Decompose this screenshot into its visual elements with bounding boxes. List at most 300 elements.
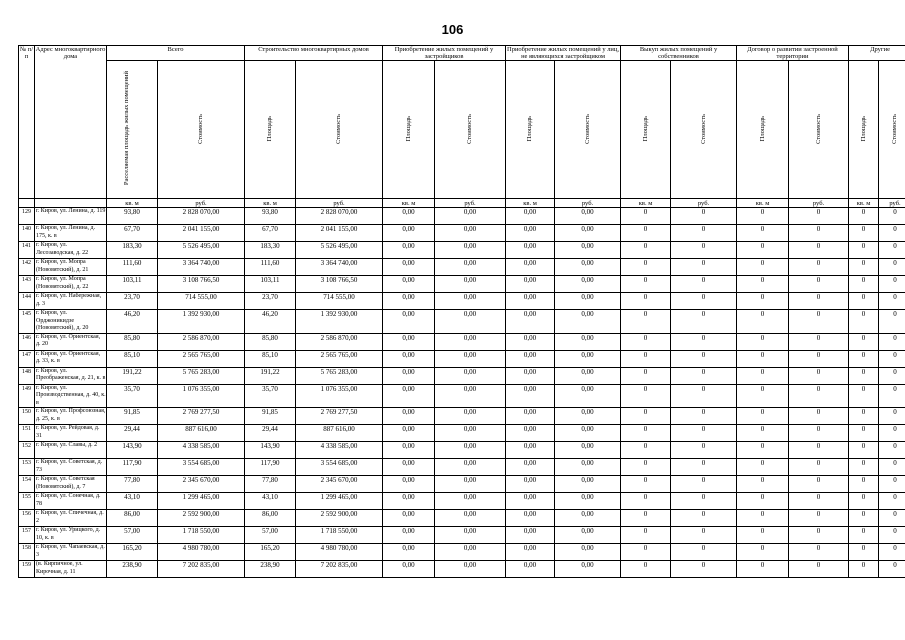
row-address: г. Киров, ул. Ориентская, д. 33, к. в	[35, 350, 107, 367]
row-value: 714 555,00	[296, 293, 383, 310]
row-value: 0	[849, 476, 879, 493]
row-value: 0,00	[383, 493, 435, 510]
sub-header-cell	[621, 61, 671, 199]
row-value: 0	[671, 425, 737, 442]
row-value: 0,00	[506, 476, 555, 493]
group-header-construction: Строительство многоквартирных домов	[245, 46, 383, 61]
row-value: 4 980 780,00	[158, 544, 245, 561]
row-value: 0	[671, 242, 737, 259]
row-value: 0,00	[555, 527, 621, 544]
row-value: 1 392 930,00	[158, 310, 245, 334]
table-row	[19, 493, 905, 510]
row-value: 0	[879, 384, 905, 408]
row-value: 2 586 870,00	[296, 333, 383, 350]
row-value: 0,00	[555, 259, 621, 276]
sub-header-cell	[555, 61, 621, 199]
row-number: 149	[19, 384, 35, 408]
row-value: 0	[621, 384, 671, 408]
row-value: 2 769 277,50	[158, 408, 245, 425]
row-value: 0,00	[506, 425, 555, 442]
sub-header-cost: Стоимость	[197, 113, 205, 144]
row-value: 0	[789, 442, 849, 459]
row-number: 142	[19, 259, 35, 276]
row-value: 0	[737, 442, 789, 459]
row-value: 0	[849, 310, 879, 334]
row-value: 0	[621, 293, 671, 310]
sub-header-area: Площадь	[641, 115, 649, 142]
row-value: 0	[737, 310, 789, 334]
row-value: 0	[671, 225, 737, 242]
row-value: 46,20	[245, 310, 296, 334]
row-value: 0	[621, 425, 671, 442]
row-value: 0,00	[383, 510, 435, 527]
row-number: 154	[19, 476, 35, 493]
row-value: 0	[849, 442, 879, 459]
row-value: 0,00	[555, 476, 621, 493]
row-value: 0,00	[383, 276, 435, 293]
row-value: 0,00	[435, 350, 506, 367]
unit-cell-empty	[35, 199, 107, 208]
group-header-non-developer: Приобретение жилых помещений у лиц, не являющихся застройщиком	[507, 46, 620, 60]
row-address: г. Киров, ул. Мопра (Нововятский), д. 22	[35, 276, 107, 293]
row-value: 7 202 835,00	[296, 561, 383, 578]
row-value: 0	[789, 208, 849, 225]
row-value: 0,00	[506, 333, 555, 350]
row-value: 0	[849, 225, 879, 242]
row-value: 0,00	[506, 350, 555, 367]
row-value: 0,00	[506, 408, 555, 425]
units-row	[19, 199, 905, 208]
row-value: 0	[671, 259, 737, 276]
row-value: 29,44	[107, 425, 158, 442]
sub-header-cell	[879, 61, 905, 199]
sub-header-cell	[737, 61, 789, 199]
unit-area: кв. м	[245, 199, 296, 208]
row-value: 1 299 465,00	[158, 493, 245, 510]
row-value: 0	[849, 561, 879, 578]
row-value: 77,80	[107, 476, 158, 493]
row-number: 157	[19, 527, 35, 544]
row-value: 23,70	[245, 293, 296, 310]
row-value: 0	[789, 333, 849, 350]
row-value: 0,00	[506, 208, 555, 225]
row-value: 2 565 765,00	[158, 350, 245, 367]
sub-header-area: Площадь	[758, 115, 766, 142]
row-value: 29,44	[245, 425, 296, 442]
row-value: 0,00	[435, 367, 506, 384]
row-value: 0	[737, 208, 789, 225]
sub-header-cell	[671, 61, 737, 199]
row-value: 1 299 465,00	[296, 493, 383, 510]
row-value: 0	[789, 293, 849, 310]
row-value: 0	[621, 476, 671, 493]
row-value: 0,00	[383, 425, 435, 442]
row-value: 0,00	[435, 425, 506, 442]
row-value: 0	[879, 367, 905, 384]
row-value: 0	[789, 476, 849, 493]
row-value: 4 980 780,00	[296, 544, 383, 561]
row-address: г. Киров, ул. Славы, д. 2	[35, 442, 107, 459]
row-value: 35,70	[245, 384, 296, 408]
row-value: 0,00	[555, 459, 621, 476]
table-row	[19, 384, 905, 408]
row-value: 0,00	[383, 259, 435, 276]
row-value: 0	[621, 442, 671, 459]
row-value: 2 769 277,50	[296, 408, 383, 425]
row-number: 129	[19, 208, 35, 225]
sub-header-cost: Стоимость	[335, 113, 343, 144]
row-value: 0,00	[435, 208, 506, 225]
row-value: 0,00	[555, 333, 621, 350]
row-value: 0	[621, 276, 671, 293]
sub-header-resettled-area: Расселяемая площадь жилых помещений	[123, 71, 130, 186]
unit-area: кв. м	[737, 199, 789, 208]
row-value: 0	[789, 350, 849, 367]
row-value: 0	[879, 442, 905, 459]
row-value: 0	[621, 561, 671, 578]
row-value: 0,00	[555, 276, 621, 293]
row-value: 0	[621, 367, 671, 384]
row-value: 103,11	[107, 276, 158, 293]
row-value: 0,00	[555, 544, 621, 561]
row-address: г. Киров, ул. Ленина, д. 175, к. в	[35, 225, 107, 242]
row-value: 0,00	[435, 493, 506, 510]
row-value: 2 041 155,00	[296, 225, 383, 242]
row-address: г. Киров, ул. Производственная, д. 40, к. в	[36, 384, 106, 406]
row-value: 0	[789, 259, 849, 276]
row-value: 0	[671, 208, 737, 225]
row-value: 0	[621, 259, 671, 276]
row-number: 151	[19, 425, 35, 442]
row-value: 1 076 355,00	[158, 384, 245, 408]
row-value: 0,00	[555, 293, 621, 310]
sub-header-cell	[789, 61, 849, 199]
row-value: 0	[789, 276, 849, 293]
row-value: 238,90	[107, 561, 158, 578]
row-value: 0,00	[435, 476, 506, 493]
row-value: 77,80	[245, 476, 296, 493]
row-value: 0	[879, 561, 905, 578]
row-number: 146	[19, 333, 35, 350]
row-value: 0	[621, 493, 671, 510]
row-value: 143,90	[245, 442, 296, 459]
row-value: 165,20	[107, 544, 158, 561]
row-value: 0,00	[506, 527, 555, 544]
resettlement-table	[18, 45, 905, 578]
row-address: г. Киров, ул. Преображенская, д. 21, к. в	[35, 367, 107, 384]
row-value: 0,00	[555, 350, 621, 367]
row-value: 0,00	[555, 225, 621, 242]
table-row	[19, 350, 905, 367]
header-sub-row	[19, 61, 905, 199]
row-value: 0,00	[506, 561, 555, 578]
row-value: 0	[737, 384, 789, 408]
row-value: 0	[671, 333, 737, 350]
row-value: 0,00	[435, 510, 506, 527]
row-number: 140	[19, 225, 35, 242]
unit-cost: руб.	[789, 199, 849, 208]
row-value: 887 616,00	[296, 425, 383, 442]
header-groups-row	[19, 46, 905, 61]
row-value: 0,00	[435, 442, 506, 459]
row-value: 0	[849, 367, 879, 384]
row-number: 155	[19, 493, 35, 510]
row-value: 0	[849, 350, 879, 367]
row-value: 0,00	[555, 493, 621, 510]
row-value: 86,00	[245, 510, 296, 527]
row-value: 0,00	[506, 384, 555, 408]
row-value: 0	[621, 225, 671, 242]
row-value: 0	[671, 527, 737, 544]
sub-header-area: Площадь	[404, 115, 412, 142]
row-value: 111,60	[245, 259, 296, 276]
row-value: 0	[671, 367, 737, 384]
row-value: 0,00	[435, 544, 506, 561]
row-value: 1 076 355,00	[296, 384, 383, 408]
row-address: г. Киров, ул. Профсоюзная, д. 25, к. в	[35, 408, 107, 425]
row-value: 2 345 670,00	[158, 476, 245, 493]
row-value: 0	[849, 527, 879, 544]
row-value: 238,90	[245, 561, 296, 578]
row-value: 0	[671, 310, 737, 334]
row-address: г. Киров, ул. Орджоникидзе (Нововятский), д. 20	[35, 310, 107, 334]
sub-header-cell	[383, 61, 435, 199]
row-value: 714 555,00	[158, 293, 245, 310]
table-row	[19, 225, 905, 242]
row-value: 2 828 070,00	[296, 208, 383, 225]
table-row	[19, 561, 905, 578]
row-number: 147	[19, 350, 35, 367]
row-value: 0,00	[383, 384, 435, 408]
row-value: 0,00	[555, 510, 621, 527]
table-row	[19, 476, 905, 493]
row-value: 3 108 766,50	[296, 276, 383, 293]
row-value: 0	[737, 333, 789, 350]
row-value: 0	[849, 208, 879, 225]
row-value: 0	[737, 544, 789, 561]
row-value: 0,00	[435, 259, 506, 276]
row-value: 0	[789, 493, 849, 510]
unit-area: кв. м	[621, 199, 671, 208]
row-value: 111,60	[107, 259, 158, 276]
unit-area: кв. м	[383, 199, 435, 208]
row-value: 0	[671, 442, 737, 459]
row-value: 0	[621, 408, 671, 425]
row-value: 0,00	[506, 276, 555, 293]
address-header: Адрес многоквартирного дома	[35, 46, 107, 199]
row-value: 0,00	[555, 442, 621, 459]
table-row	[19, 208, 905, 225]
group-header-development: Договор о развитии застроенной территории	[737, 46, 849, 61]
row-value: 0,00	[435, 527, 506, 544]
row-value: 85,10	[245, 350, 296, 367]
row-value: 3 554 685,00	[296, 459, 383, 476]
row-value: 1 718 550,00	[158, 527, 245, 544]
row-value: 91,85	[107, 408, 158, 425]
row-value: 0	[849, 408, 879, 425]
row-value: 0	[879, 350, 905, 367]
row-value: 0,00	[506, 459, 555, 476]
row-value: 165,20	[245, 544, 296, 561]
row-value: 0	[879, 493, 905, 510]
sub-header-cost: Стоимость	[466, 113, 474, 144]
row-address: г. Киров, ул. Спичечная, д. 2	[35, 510, 107, 527]
row-value: 0,00	[506, 493, 555, 510]
row-value: 5 765 283,00	[296, 367, 383, 384]
row-value: 0	[849, 276, 879, 293]
row-value: 0,00	[383, 293, 435, 310]
num-header: № п/п	[19, 46, 35, 199]
row-value: 0,00	[383, 208, 435, 225]
row-value: 2 592 900,00	[158, 510, 245, 527]
row-number: 152	[19, 442, 35, 459]
row-value: 7 202 835,00	[158, 561, 245, 578]
row-value: 5 526 495,00	[158, 242, 245, 259]
sub-header-area: Площадь	[266, 115, 274, 142]
row-value: 3 364 740,00	[158, 259, 245, 276]
row-number: 158	[19, 544, 35, 561]
row-value: 93,80	[245, 208, 296, 225]
row-value: 0	[671, 476, 737, 493]
row-value: 0	[849, 459, 879, 476]
row-number: 143	[19, 276, 35, 293]
row-value: 85,10	[107, 350, 158, 367]
table-row	[19, 459, 905, 476]
row-value: 3 108 766,50	[158, 276, 245, 293]
row-number: 148	[19, 367, 35, 384]
row-address: г. Киров, ул. Мопра (Нововятский), д. 21	[35, 259, 107, 276]
row-value: 0,00	[555, 208, 621, 225]
table-row	[19, 310, 905, 334]
row-value: 143,90	[107, 442, 158, 459]
row-address: г. Киров, ул. Советская (Нововятский), д. 7	[35, 476, 107, 493]
row-value: 0	[849, 493, 879, 510]
table-row	[19, 544, 905, 561]
table-row	[19, 510, 905, 527]
row-address: г. Киров, ул. Сонечная, д. 78	[35, 493, 107, 510]
row-value: 57,00	[107, 527, 158, 544]
unit-area: кв. м	[107, 199, 158, 208]
unit-area: кв. м	[506, 199, 555, 208]
row-address: г. Киров, ул. Ориентская, д. 20	[35, 333, 107, 350]
unit-cost: руб.	[671, 199, 737, 208]
sub-header-cell	[849, 61, 879, 199]
row-value: 0,00	[383, 367, 435, 384]
row-value: 0	[737, 527, 789, 544]
row-value: 43,10	[107, 493, 158, 510]
row-number: 150	[19, 408, 35, 425]
unit-cost: руб.	[879, 199, 905, 208]
row-value: 0,00	[555, 561, 621, 578]
row-value: 86,00	[107, 510, 158, 527]
row-value: 0	[671, 293, 737, 310]
row-value: 0	[737, 242, 789, 259]
row-value: 93,80	[107, 208, 158, 225]
row-value: 1 718 550,00	[296, 527, 383, 544]
group-header-other: Другие	[849, 46, 905, 61]
row-value: 0,00	[435, 242, 506, 259]
row-value: 0,00	[383, 544, 435, 561]
row-value: 0	[879, 310, 905, 334]
row-value: 0,00	[383, 561, 435, 578]
row-value: 85,80	[107, 333, 158, 350]
group-header-buyout: Выкуп жилых помещений у собственников	[621, 46, 737, 61]
row-value: 0	[671, 350, 737, 367]
page-number: 106	[441, 22, 464, 37]
row-value: 0	[621, 459, 671, 476]
row-value: 0	[879, 293, 905, 310]
row-value: 0	[737, 510, 789, 527]
row-value: 0	[849, 333, 879, 350]
row-value: 4 338 585,00	[158, 442, 245, 459]
row-value: 3 364 740,00	[296, 259, 383, 276]
sub-header-cell	[506, 61, 555, 199]
row-value: 0,00	[506, 225, 555, 242]
row-value: 0,00	[435, 459, 506, 476]
row-value: 183,30	[245, 242, 296, 259]
row-address: г. Киров, ул. Лесозаводская, д. 22	[35, 242, 107, 259]
row-value: 887 616,00	[158, 425, 245, 442]
row-value: 183,30	[107, 242, 158, 259]
sub-header-area: Площадь	[859, 115, 867, 142]
row-value: 5 526 495,00	[296, 242, 383, 259]
row-value: 0,00	[506, 544, 555, 561]
sub-header-cost: Стоимость	[814, 113, 822, 144]
row-value: 85,80	[245, 333, 296, 350]
row-value: 0	[849, 544, 879, 561]
row-value: 0	[789, 225, 849, 242]
row-value: 0	[789, 242, 849, 259]
row-value: 0	[671, 408, 737, 425]
row-value: 0	[849, 293, 879, 310]
row-value: 0,00	[383, 350, 435, 367]
row-value: 2 041 155,00	[158, 225, 245, 242]
row-value: 2 592 900,00	[296, 510, 383, 527]
row-value: 35,70	[107, 384, 158, 408]
sub-header-cell	[296, 61, 383, 199]
row-value: 0,00	[435, 293, 506, 310]
row-value: 1 392 930,00	[296, 310, 383, 334]
row-value: 0	[621, 208, 671, 225]
row-value: 0	[879, 242, 905, 259]
row-value: 0,00	[506, 293, 555, 310]
row-value: 0	[737, 408, 789, 425]
row-value: 0	[879, 476, 905, 493]
row-value: 103,11	[245, 276, 296, 293]
row-value: 0	[879, 333, 905, 350]
row-value: 0	[621, 510, 671, 527]
row-value: 0	[849, 384, 879, 408]
row-value: 0	[849, 242, 879, 259]
row-value: 0,00	[435, 225, 506, 242]
row-value: 0	[879, 510, 905, 527]
row-value: 0	[879, 527, 905, 544]
row-value: 0	[737, 561, 789, 578]
row-value: 2 565 765,00	[296, 350, 383, 367]
row-value: 0	[849, 510, 879, 527]
row-value: 0	[879, 408, 905, 425]
row-value: 0,00	[435, 408, 506, 425]
row-value: 0	[621, 310, 671, 334]
row-value: 0	[737, 459, 789, 476]
unit-cell-empty	[19, 199, 35, 208]
row-value: 0	[621, 333, 671, 350]
row-number: 144	[19, 293, 35, 310]
row-value: 0,00	[435, 276, 506, 293]
table-row	[19, 293, 905, 310]
row-value: 0	[879, 259, 905, 276]
row-value: 0	[737, 225, 789, 242]
